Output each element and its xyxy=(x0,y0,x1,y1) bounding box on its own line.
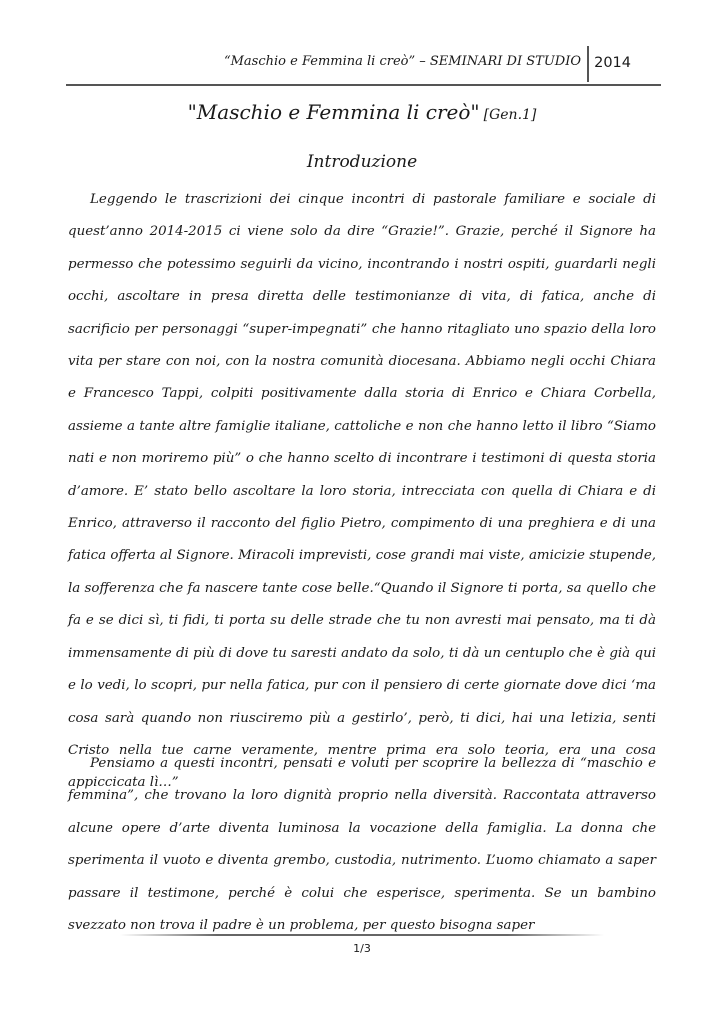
body-paragraph-2 xyxy=(68,748,656,942)
document-title xyxy=(0,100,724,124)
paragraph-text: Leggendo le trascrizioni dei cinque incontri di pastorale familiare e sociale di quest’anno 2014-2015 ci viene solo da dire “Grazie!”. Grazie, perché il Signore ha permesso che potessimo seguirli da vicino, incontrando i nostri ospiti, guardarli negli occhi, ascoltare in presa diretta delle testimonianze di vita, di fatica, anche di sacrificio per personaggi “super-impegnati” che hanno ritagliato uno spazio della loro vita per stare con noi, con la nostra comunità diocesana. Abbiamo negli occhi Chiara e Francesco Tappi, colpiti positivamente dalla storia di Enrico e Chiara Corbella, assieme a tante altre famiglie italiane, cattoliche e non che hanno letto il libro “Siamo nati e non moriremo più” o che hanno scelto di incontrare i testimoni di questa storia d’amore. E’ stato bello ascoltare la loro storia, intrecciata con quella di Chiara e di Enrico, attraverso il racconto del figlio Pietro, compimento di una preghiera e di una fatica offerta al Signore. Miracoli imprevisti, cose grandi mai viste, amicizie stupende, la sofferenza che fa nascere tante cose belle.“Quando il Signore ti porta, sa quello che fa e se dici sì, ti fidi, ti porta su delle strade che tu non avresti mai pensato, ma ti dà immensamente di più di dove tu saresti andato da solo, ti dà un centuplo che è già qui e lo vedi, lo scopri, pur nella fatica, pur con il pensiero di certe giornate dove dici ‘ma cosa sarà quando non riusciremo più a gestirlo’, però, ti dici, hai una letizia, senti Cristo nella tue carne veramente, mentre prima era solo teoria, era una cosa appiccicata lì…” xyxy=(68,192,656,791)
section-heading: Introduzione xyxy=(306,152,418,172)
paragraph-text: Pensiamo a questi incontri, pensati e voluti per scoprire la bellezza di “maschio e femmina”, che trovano la loro dignità proprio nella diversità. Raccontata attraverso alcune opere d’arte diventa luminosa la vocazione della famiglia. La donna che sperimenta il vuoto e diventa grembo, custodia, nutrimento. L’uomo chiamato a saper passare il testimone, perché è colui che esperisce, sperimenta. Se un bambino svezzato non trova il padre è un problema, per questo bisogna saper xyxy=(68,756,656,934)
header-year: 2014 xyxy=(594,55,631,71)
header-divider xyxy=(587,46,589,82)
running-title: “Maschio e Femmina li creò” – SEMINARI DI STUDIO xyxy=(223,54,581,69)
body-paragraph-1 xyxy=(68,184,656,800)
footer-divider xyxy=(120,934,604,936)
title-main: "Maschio e Femmina li creò" xyxy=(187,100,480,124)
page-number: 1/3 xyxy=(353,942,371,955)
page-header xyxy=(66,44,661,86)
title-reference: [Gen.1] xyxy=(483,107,537,123)
